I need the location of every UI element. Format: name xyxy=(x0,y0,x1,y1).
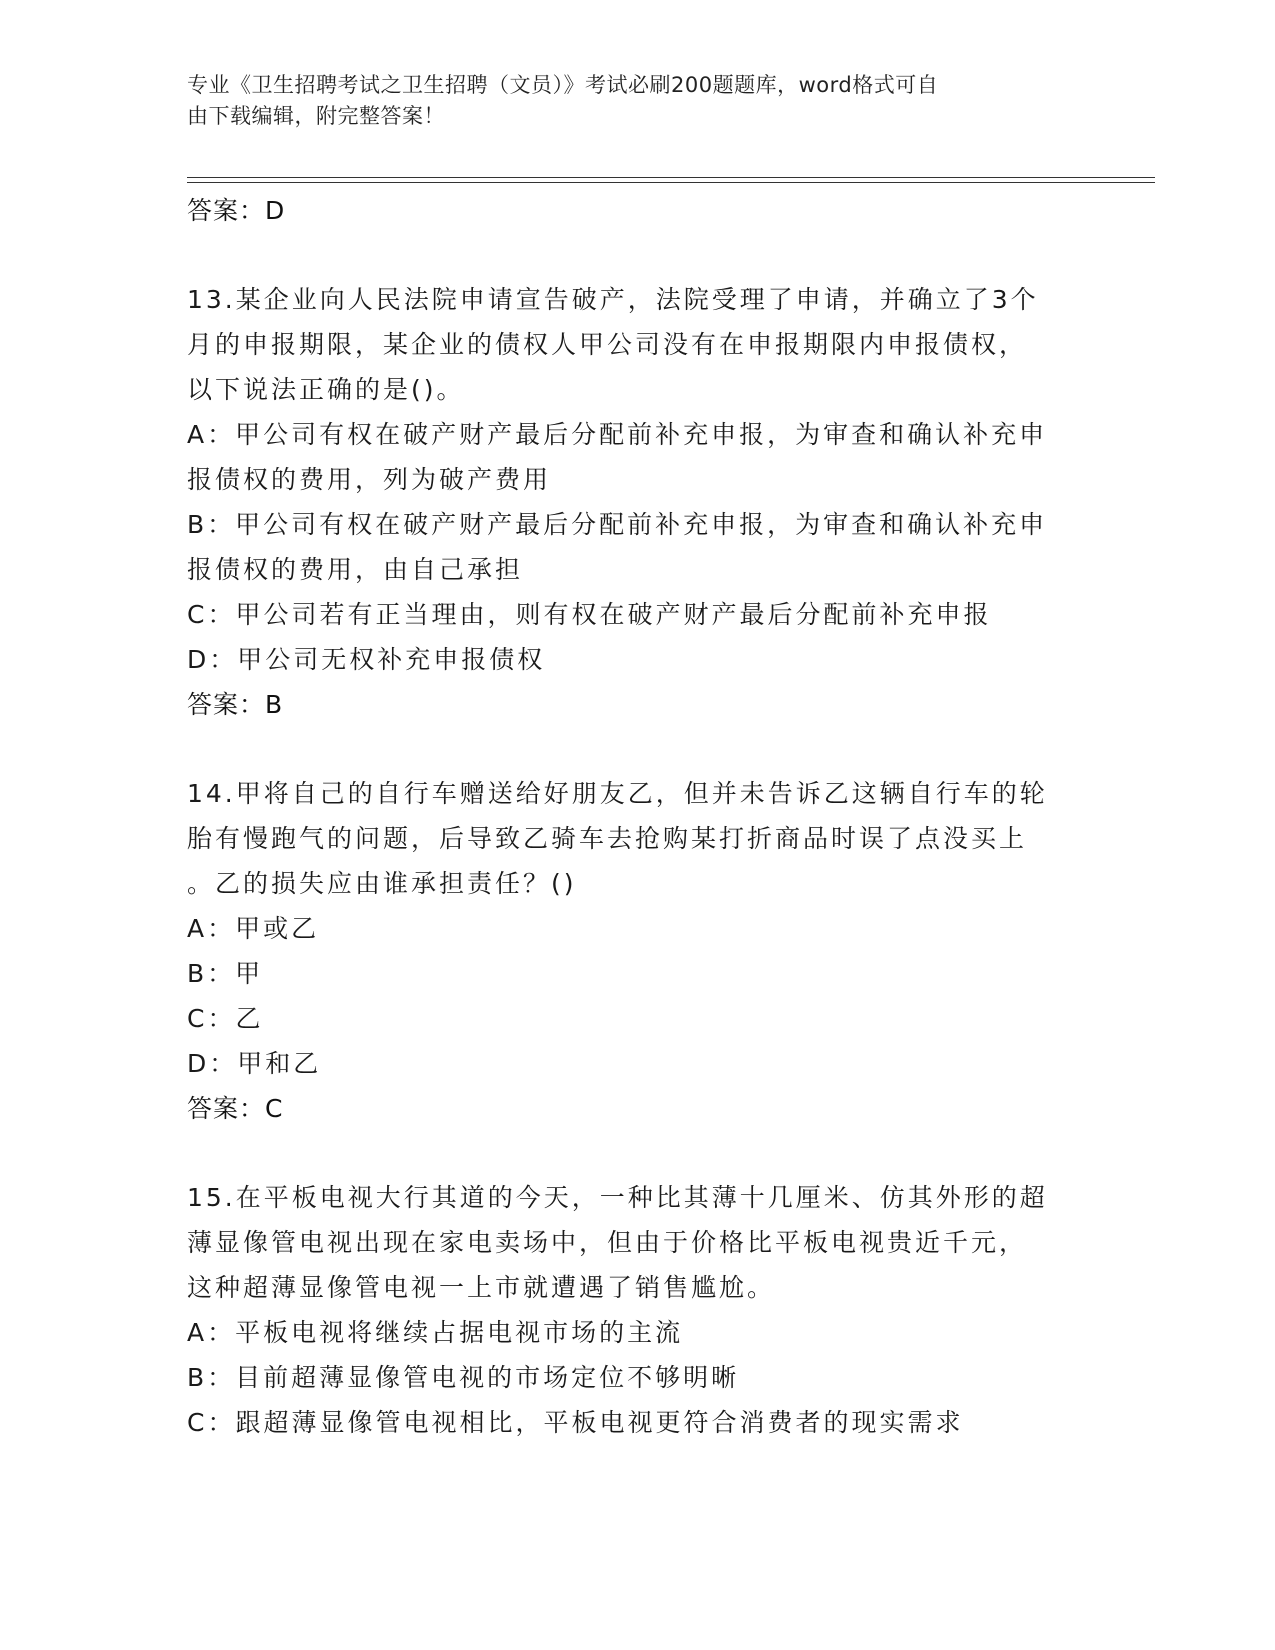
question-block xyxy=(187,771,1087,1131)
answer-line: 答案：D xyxy=(187,196,286,225)
question-text-line: 15.在平板电视大行其道的今天，一种比其薄十几厘米、仿其外形的超 xyxy=(187,1183,1048,1212)
option-line: C：甲公司若有正当理由，则有权在破产财产最后分配前补充申报 xyxy=(187,600,992,629)
question-block xyxy=(187,1175,1087,1445)
question-text-line: 。乙的损失应由谁承担责任？() xyxy=(187,869,577,898)
answer-line: 答案：C xyxy=(187,1094,284,1123)
question-text-line: 薄显像管电视出现在家电卖场中，但由于价格比平板电视贵近千元， xyxy=(187,1228,1028,1257)
spacer xyxy=(187,1131,1087,1175)
option-line: D：甲公司无权补充申报债权 xyxy=(187,645,546,674)
question-text-line: 这种超薄显像管电视一上市就遭遇了销售尴尬。 xyxy=(187,1273,776,1302)
header-divider-bottom xyxy=(187,182,1155,183)
page-header xyxy=(187,70,1067,132)
option-line: A：平板电视将继续占据电视市场的主流 xyxy=(187,1318,684,1347)
question-text-line: 13.某企业向人民法院申请宣告破产，法院受理了申请，并确立了3个 xyxy=(187,285,1039,314)
option-line: 报债权的费用，由自己承担 xyxy=(187,555,524,584)
option-line: 报债权的费用，列为破产费用 xyxy=(187,465,552,494)
question-text-line: 胎有慢跑气的问题，后导致乙骑车去抢购某打折商品时误了点没买上 xyxy=(187,824,1028,853)
question-text-line: 以下说法正确的是()。 xyxy=(187,375,465,404)
option-line: C：跟超薄显像管电视相比，平板电视更符合消费者的现实需求 xyxy=(187,1408,964,1437)
option-line: A：甲或乙 xyxy=(187,914,320,943)
spacer xyxy=(187,727,1087,771)
header-line-1: 专业《卫生招聘考试之卫生招聘（文员）》考试必刷200题题库，word格式可自 xyxy=(187,73,939,97)
option-line: B：目前超薄显像管电视的市场定位不够明晰 xyxy=(187,1363,740,1392)
question-block xyxy=(187,277,1087,727)
spacer xyxy=(187,233,1087,277)
header-divider-top xyxy=(187,177,1155,178)
option-line: B：甲公司有权在破产财产最后分配前补充申报，为审查和确认补充申 xyxy=(187,510,1048,539)
option-line: B：甲 xyxy=(187,959,264,988)
option-line: A：甲公司有权在破产财产最后分配前补充申报，为审查和确认补充申 xyxy=(187,420,1048,449)
question-text-line: 月的申报期限，某企业的债权人甲公司没有在申报期限内申报债权， xyxy=(187,330,1028,359)
answer-line: 答案：B xyxy=(187,690,284,719)
option-line: C：乙 xyxy=(187,1004,264,1033)
document-body xyxy=(187,188,1087,1445)
option-line: D：甲和乙 xyxy=(187,1049,322,1078)
header-line-2: 由下载编辑，附完整答案！ xyxy=(187,104,445,128)
question-text-line: 14.甲将自己的自行车赠送给好朋友乙，但并未告诉乙这辆自行车的轮 xyxy=(187,779,1048,808)
